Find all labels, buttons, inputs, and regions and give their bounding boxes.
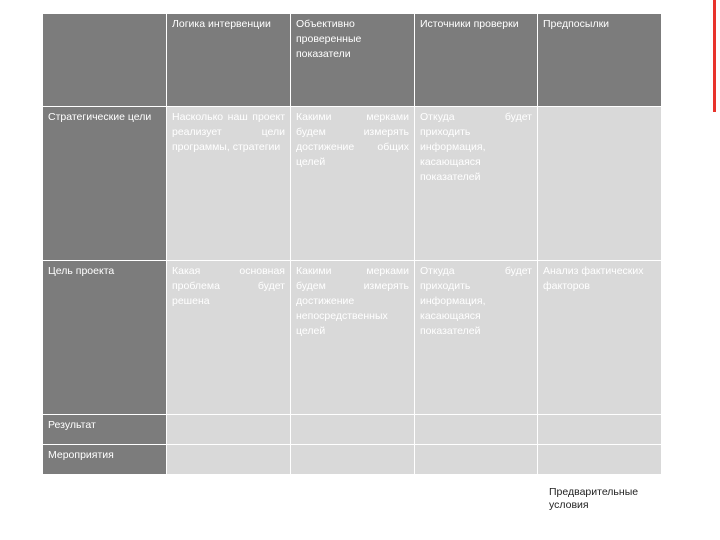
cell-strategic-assumptions: [538, 107, 662, 261]
header-assumptions: Предпосылки: [538, 14, 662, 107]
cell-result-4: [538, 415, 662, 445]
header-sources: Источники проверки: [415, 14, 538, 107]
cell-activities-1: [167, 445, 291, 475]
cell-result-1: [167, 415, 291, 445]
header-intervention-logic: Логика интервенции: [167, 14, 291, 107]
cell-goal-indicators: Какими мерками будем измерять достижение непосредственных целей: [291, 261, 415, 415]
header-indicators: Объективно проверенные показатели: [291, 14, 415, 107]
cell-activities-2: [291, 445, 415, 475]
table-row: [43, 107, 662, 261]
cell-goal-sources: Откуда будет приходить информация, касающаяся показателей: [415, 261, 538, 415]
corner-cell: [43, 14, 167, 107]
table-row: [43, 415, 662, 445]
cell-activities-4: [538, 445, 662, 475]
cell-strategic-indicators: Какими мерками будем измерять достижение общих целей: [291, 107, 415, 261]
cell-goal-logic: Какая основная проблема будет решена: [167, 261, 291, 415]
cell-strategic-sources: Откуда будет приходить информация, касающаяся показателей: [415, 107, 538, 261]
row-label-activities: Мероприятия: [43, 445, 167, 475]
cell-activities-3: [415, 445, 538, 475]
cell-result-3: [415, 415, 538, 445]
cell-result-2: [291, 415, 415, 445]
table-row: [43, 445, 662, 475]
row-label-project-goal: Цель проекта: [43, 261, 167, 415]
logframe-table: [42, 13, 662, 475]
row-label-strategic: Стратегические цели: [43, 107, 167, 261]
accent-bar: [713, 0, 716, 112]
table-row: [43, 261, 662, 415]
row-label-result: Результат: [43, 415, 167, 445]
header-row: [43, 14, 662, 107]
cell-strategic-logic: Насколько наш проект реализует цели программы, стратегии: [167, 107, 291, 261]
preconditions-note: Предварительные условия: [549, 486, 639, 511]
cell-goal-assumptions: Анализ фактических факторов: [538, 261, 662, 415]
